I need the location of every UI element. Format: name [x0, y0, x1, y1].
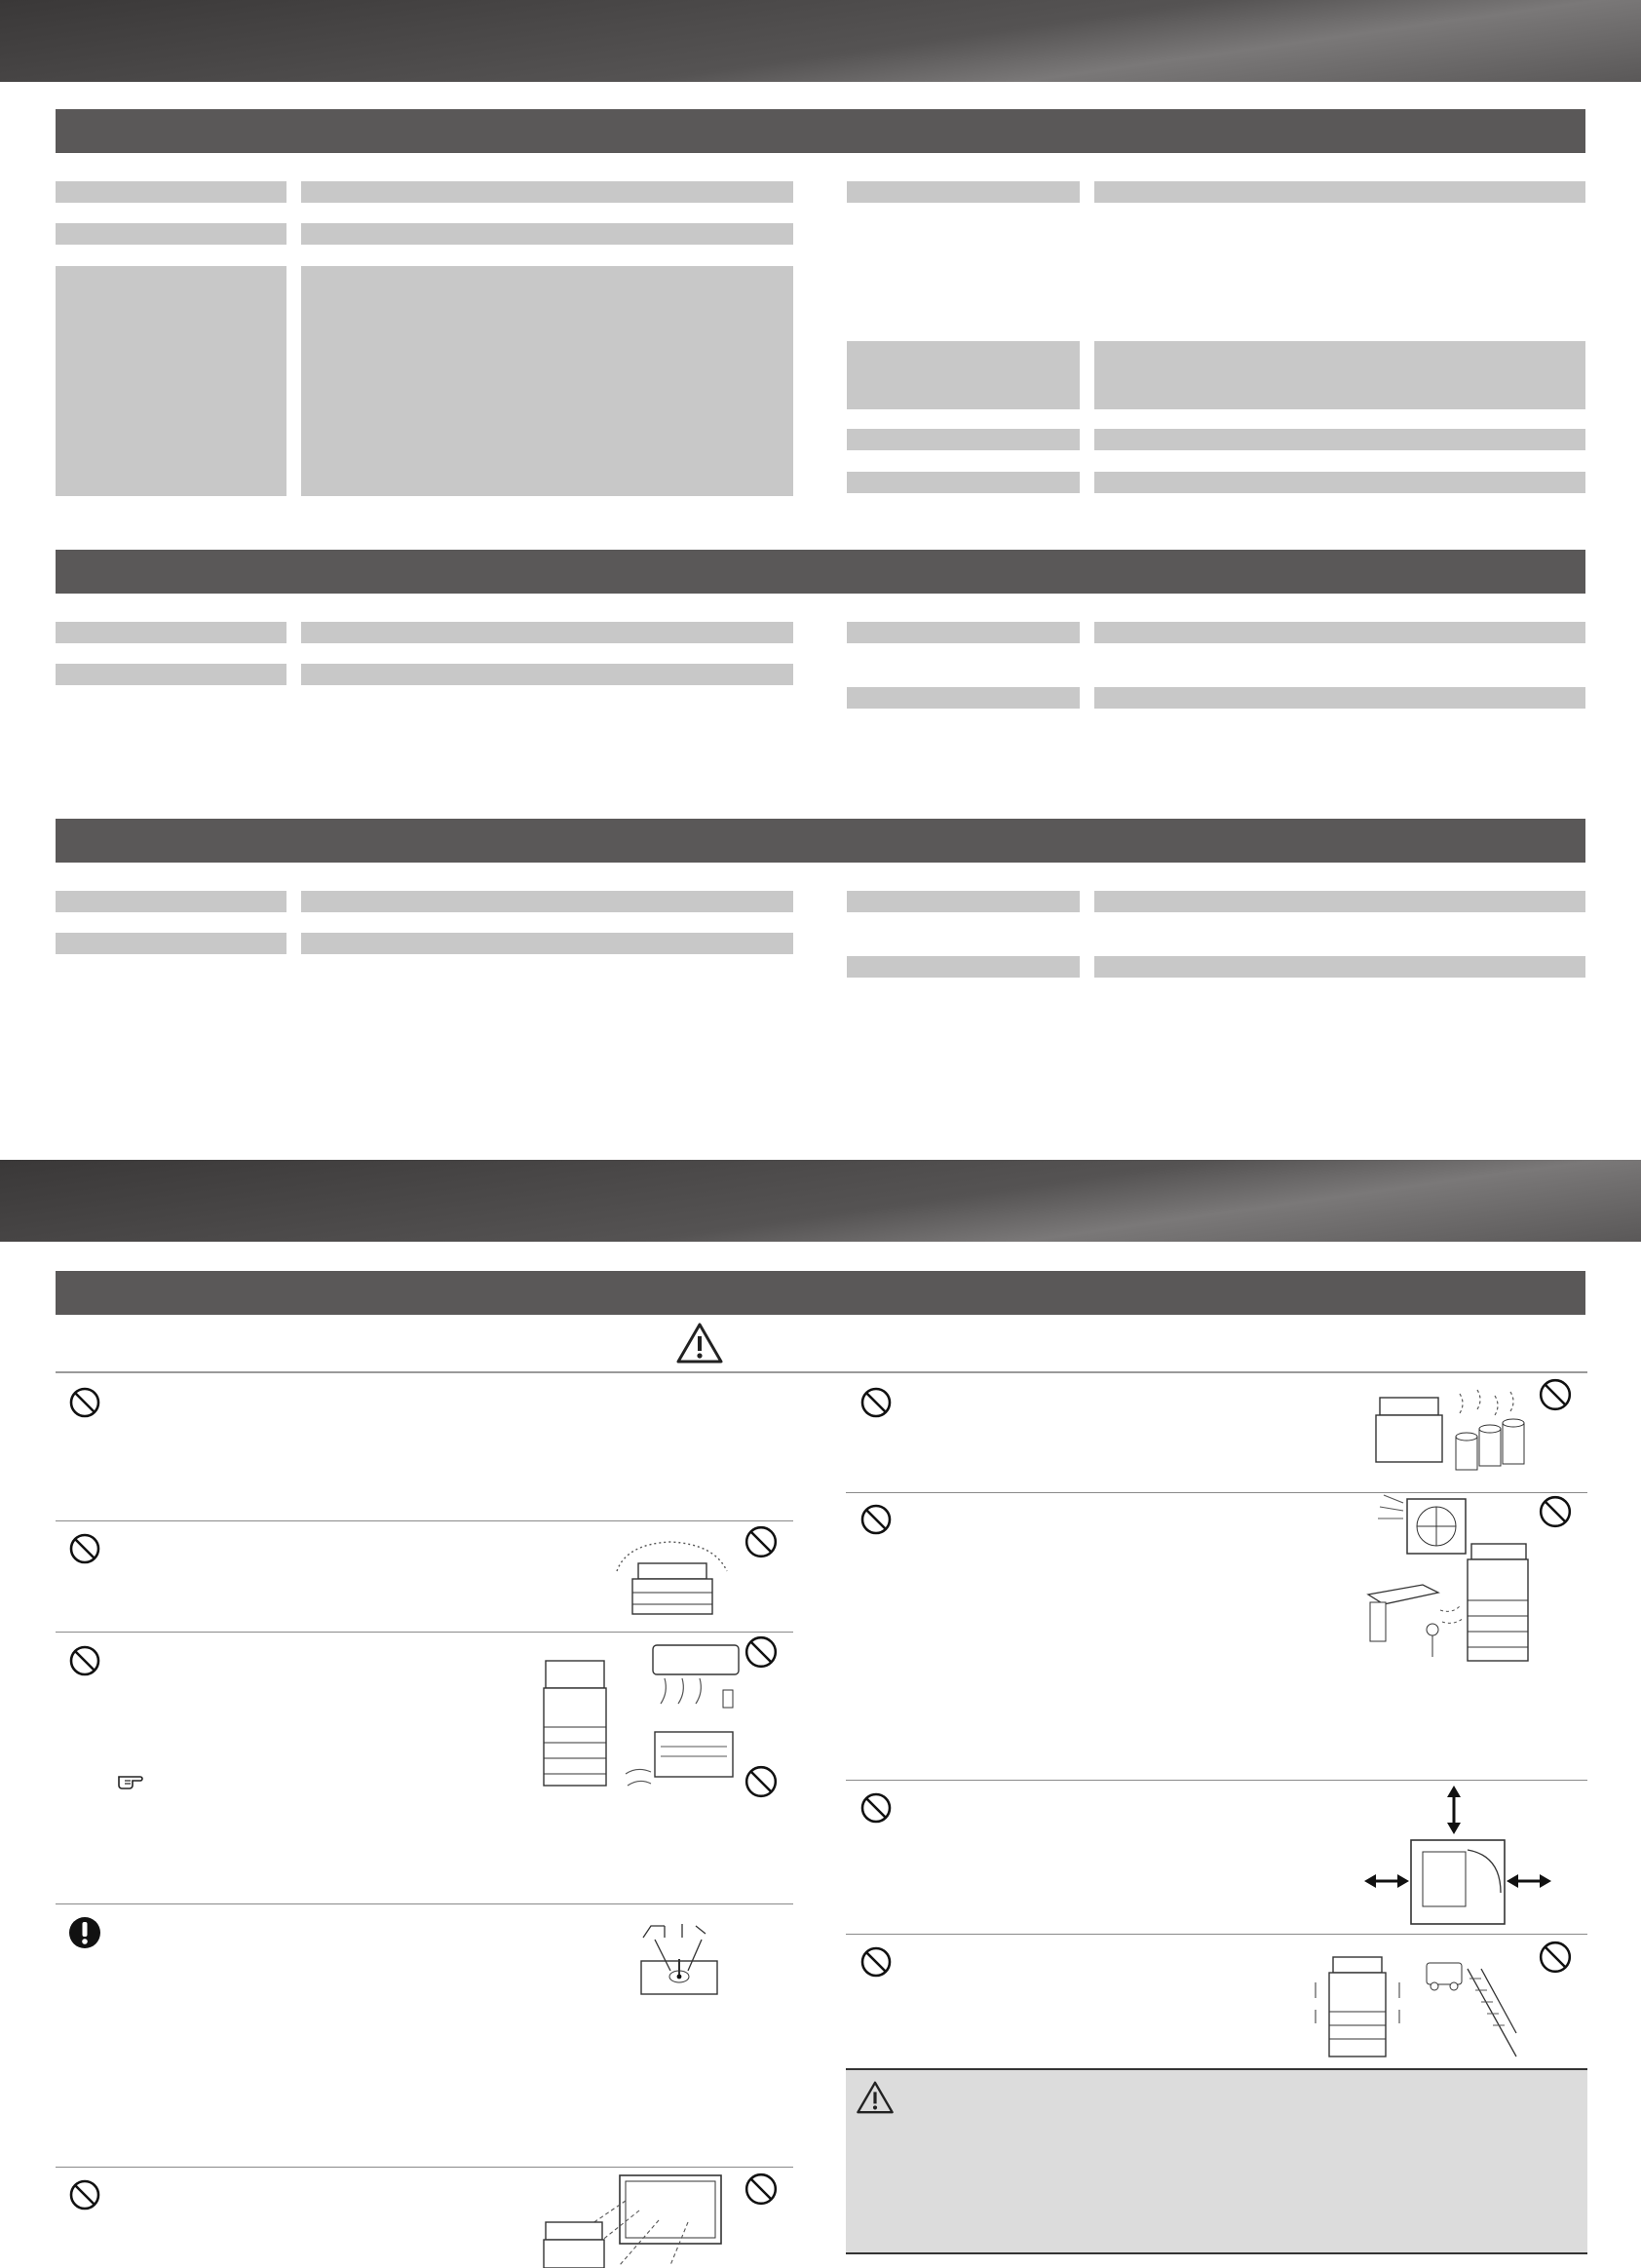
prohibited-icon: [1538, 1940, 1573, 1975]
caution-box: [846, 2068, 1587, 2254]
s1-left-row-2-value: [301, 223, 793, 245]
s1-right-row-1-value: [1094, 181, 1585, 203]
s2-left-row-1-value: [301, 622, 793, 643]
s3-right-row-2-value: [1094, 956, 1585, 978]
s1-left-row-1-value: [301, 181, 793, 203]
left-separator-1: [56, 1520, 793, 1521]
s1-right-row-4-label: [847, 472, 1080, 493]
s1-right-row-2-label: [847, 341, 1080, 409]
s2-left-row-1-label: [56, 622, 286, 643]
s2-right-row-2-label: [847, 687, 1080, 709]
s3-left-row-2-value: [301, 933, 793, 954]
prohibited-icon: [68, 1386, 101, 1419]
s1-left-row-3-value: [301, 266, 793, 496]
s2-right-row-2-value: [1094, 687, 1585, 709]
left-separator-3: [56, 1903, 793, 1904]
s2-left-row-2-value: [301, 664, 793, 685]
prohibited-icon: [68, 2178, 101, 2211]
s1-right-row-2-value: [1094, 341, 1585, 409]
section-4-bar: [56, 1271, 1585, 1315]
section-2-bar: [56, 550, 1585, 594]
s2-left-row-2-label: [56, 664, 286, 685]
prohibited-icon: [68, 1644, 101, 1677]
middle-banner: [0, 1160, 1641, 1242]
left-separator-4: [56, 2167, 793, 2168]
level-floor-illustration: [635, 1920, 723, 1998]
warning-header-rule: [56, 1371, 1587, 1373]
mandatory-icon: [68, 1916, 101, 1949]
s3-left-row-1-value: [301, 891, 793, 912]
prohibited-icon: [859, 1791, 893, 1825]
prohibited-icon: [1538, 1377, 1573, 1412]
s3-right-row-2-label: [847, 956, 1080, 978]
s1-right-row-3-label: [847, 429, 1080, 450]
s1-left-row-1-label: [56, 181, 286, 203]
clearance-space-illustration: [1362, 1786, 1553, 1930]
s1-left-row-2-label: [56, 223, 286, 245]
s3-left-row-1-label: [56, 891, 286, 912]
s1-right-row-3-value: [1094, 429, 1585, 450]
s2-right-row-1-value: [1094, 622, 1585, 643]
prohibited-icon: [1538, 1494, 1573, 1529]
s3-right-row-1-value: [1094, 891, 1585, 912]
warning-triangle-icon: [856, 2080, 895, 2115]
s3-left-row-2-label: [56, 933, 286, 954]
s3-right-row-1-label: [847, 891, 1080, 912]
prohibited-icon: [744, 1764, 779, 1799]
s1-right-row-1-label: [847, 181, 1080, 203]
sunlight-window-illustration: [542, 2172, 727, 2268]
s1-right-row-4-value: [1094, 472, 1585, 493]
prohibited-icon: [744, 2172, 779, 2207]
dust-machine-illustration: [609, 1532, 736, 1620]
prohibited-icon: [859, 1945, 893, 1979]
prohibited-icon: [859, 1386, 893, 1419]
air-conditioner-heater-illustration: [538, 1639, 743, 1800]
section-3-bar: [56, 819, 1585, 863]
pointing-hand-icon: [117, 1772, 144, 1789]
vibration-vehicle-illustration: [1302, 1940, 1526, 2062]
prohibited-icon: [744, 1524, 779, 1559]
prohibited-icon: [68, 1532, 101, 1565]
chemical-cans-illustration: [1372, 1384, 1528, 1474]
ventilation-fan-illustration: [1364, 1493, 1532, 1665]
prohibited-icon: [744, 1634, 779, 1670]
right-separator-2: [846, 1780, 1587, 1781]
right-separator-3: [846, 1934, 1587, 1935]
left-separator-2: [56, 1632, 793, 1633]
s1-left-row-3-label: [56, 266, 286, 496]
s2-right-row-1-label: [847, 622, 1080, 643]
section-1-bar: [56, 109, 1585, 153]
warning-triangle-icon: [675, 1322, 724, 1365]
prohibited-icon: [859, 1503, 893, 1536]
top-banner: [0, 0, 1641, 82]
